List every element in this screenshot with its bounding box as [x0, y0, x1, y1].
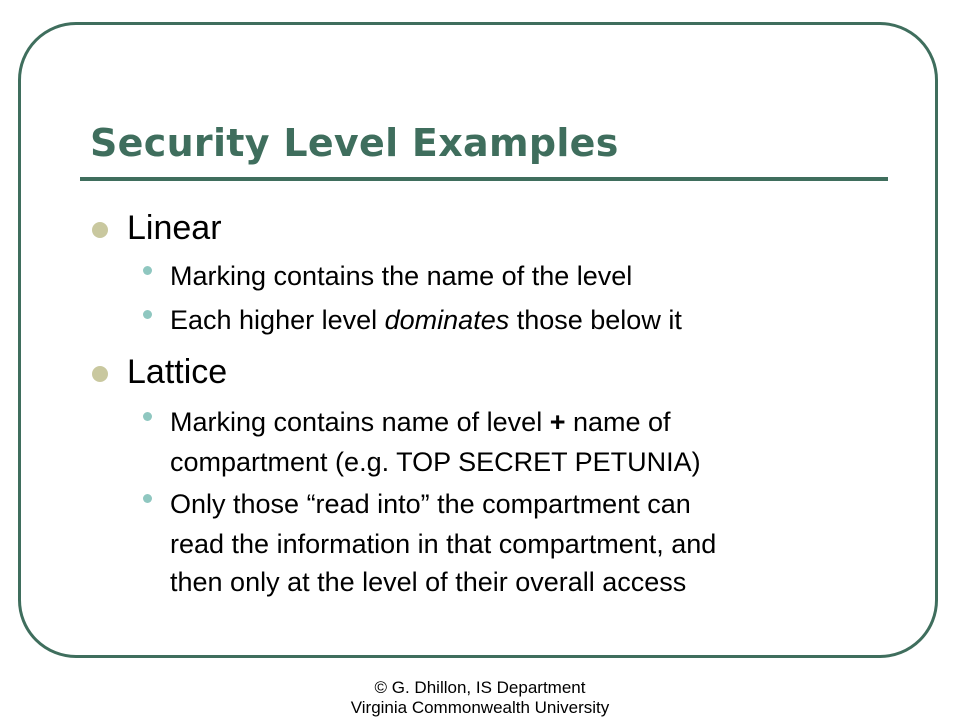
- level2-bullet: [143, 310, 152, 319]
- slide-title: Security Level Examples: [90, 121, 619, 165]
- bullet-lattice-sub-2-line-3: then only at the level of their overall access: [170, 567, 687, 597]
- bullet-lattice: Lattice: [127, 353, 228, 391]
- bullet-linear-sub-2: [170, 304, 682, 336]
- text-run: Each higher level: [170, 305, 385, 335]
- bullet-linear-sub-1: Marking contains the name of the level: [170, 261, 633, 291]
- text-run: Marking contains name of level: [170, 407, 550, 437]
- bullet-lattice-sub-1-line-1: [170, 406, 671, 438]
- bullet-lattice-sub-2-line-2: read the information in that compartment, and: [170, 529, 717, 559]
- level2-bullet: [143, 494, 152, 503]
- level2-bullet: [143, 412, 152, 421]
- level2-bullet: [143, 266, 152, 275]
- level1-bullet: [92, 366, 108, 382]
- bullet-linear: Linear: [127, 209, 222, 247]
- footer-institution: Virginia Commonwealth University: [350, 698, 610, 717]
- text-run: name of: [565, 407, 671, 437]
- level1-bullet: [92, 222, 108, 238]
- plus-sign: +: [549, 407, 566, 437]
- bullet-lattice-sub-1-line-2: compartment (e.g. TOP SECRET PETUNIA): [170, 447, 701, 477]
- emphasized-text: dominates: [384, 305, 510, 335]
- footer-author: © G. Dhillon, IS Department: [374, 678, 586, 697]
- bullet-lattice-sub-2-line-1: Only those “read into” the compartment can: [170, 489, 691, 519]
- text-run: those below it: [509, 305, 682, 335]
- footer: [0, 678, 960, 718]
